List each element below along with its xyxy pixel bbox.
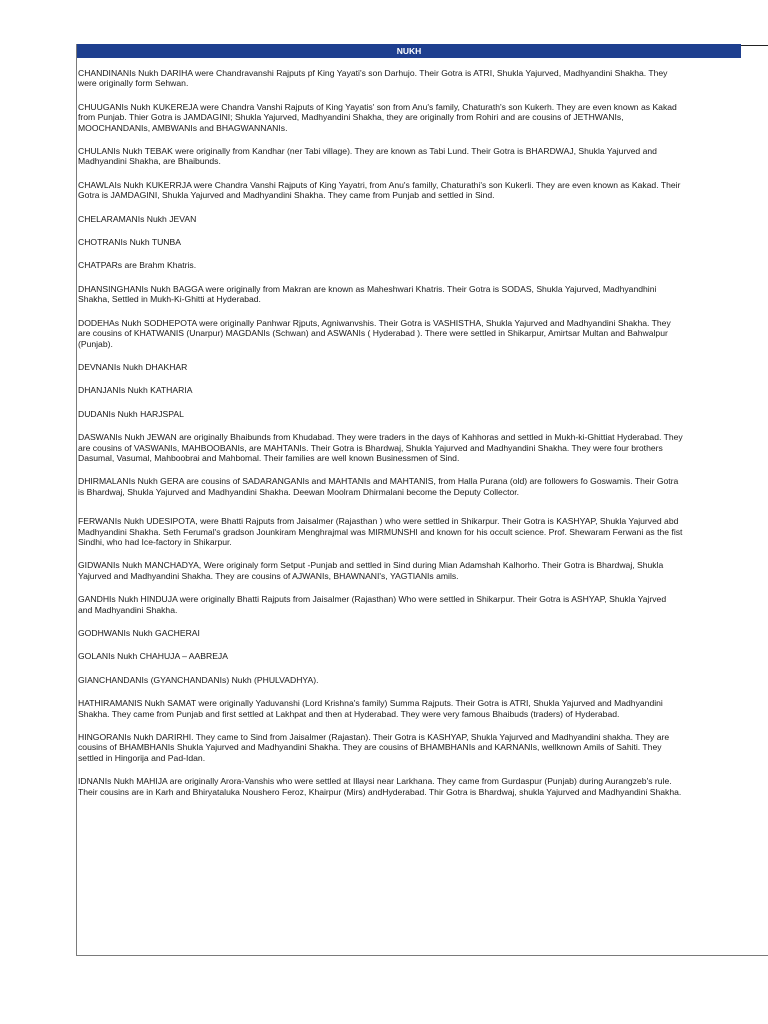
list-item: GIANCHANDANIs (GYANCHANDANIs) Nukh (PHULVADHYA). [78,674,319,685]
document-page [76,44,768,956]
list-item: GIDWANIs Nukh MANCHADYA, Were originaly form Setput -Punjab and settled in Sind during Mian Adamshah Kalhorho. Their Gotra is Bhardwaj, Shukla Yajurved and Madhyandini Shakha. They are cousins of AJWANIs, BHAWNANI's, YAGTIANIs amils. [78,560,664,581]
list-item: GODHWANIs Nukh GACHERAI [78,628,200,638]
list-item: DODEHAs Nukh SODHEPOTA were originally Panhwar Rjputs, Agniwanvshis. Their Gotra is VASHISTHA, Shukla Yajurved and Madhyandini Shakha. They are cousins of KHATWANIS (Unarpur) MAGDANIs (Schwan) and ASWANIs ( Hyderabad ). There were settled in Shikarpur, Amirtsar Multan and Bahwalpur (Punjab). [78,317,671,349]
list-item: DEVNANIs Nukh DHAKHAR [78,361,188,372]
entries-list [77,58,768,797]
list-item: FERWANIs Nukh UDESIPOTA, were Bhatti Rajputs from Jaisalmer (Rajasthan ) who were settled in Shikarpur. Their Gotra is KASHYAP, Shukla Yajurved abd Madhyandini Shakha. Seth Ferumal's gradson Jounkiram Menghrajmal was MIRMUNSHI and known for his occult science. Prof. Shewaram Ferwani as the fist Sindhi, who had Ice-factory in Shikarpur. [78,516,683,547]
list-item: HATHIRAMANIS Nukh SAMAT were originally Yaduvanshi (Lord Krishna's family) Summa Rajputs. Their Gotra is ATRI, Shukla Yajurved and Madhyandini Shakha. They came from Punjab and first settled at Lakhpat and then at Hyderabad. They were very famous Bhaibuds (traders) of Hyderabad. [78,698,663,719]
list-item: HINGORANIs Nukh DARIRHI. They came to Sind from Jaisalmer (Rajastan). Their Gotra is KASHYAP, Shukla Yajurved and Madhyandini shakha. They are cousins of BHAMBHANIs Shukla Yajurved and Madhyandini Shakha. They are cousins of BHAMBHANIs and KARNANIs, wellknown Amils of Sahiti. They settled in Hingorija and Pad-Idan. [78,732,670,763]
list-item: CHANDINANIs Nukh DARIHA were Chandravanshi Rajputs pf King Yayati's son Darhujo. Their Gotra is ATRI, Shukla Yajurved, Madhyandini Shakha. They were originally form Sehwan. [78,68,668,89]
list-item: DUDANIs Nukh HARJSPAL [78,408,184,419]
list-item: GANDHIs Nukh HINDUJA were originally Bhatti Rajputs from Jaisalmer (Rajasthan) Who were settled in Shikarpur. Their Gotra is ASHYAP, Shukla Yajrved and Madhyandini Shakha. [78,594,667,615]
list-item: CHULANIs Nukh TEBAK were originally from Kandhar (ner Tabi village). They are known as Tabi Lund. Their Gotra is BHARDWAJ, Shukla Yajurved and Madhyandini Shakha, are Bhaibunds. [78,146,657,167]
list-item: DASWANIs Nukh JEWAN are originally Bhaibunds from Khudabad. They were traders in the days of Kahhoras and settled in Mukh-ki-Ghittiat Hyderabad. They are cousins of VASWANIs, MAHBOOBANIs, are MAHTANIs. Their Gotra is Bhardwaj, Shukla Yajurved and Madhyandini Shakha. They were four brothers Dasumal, Vasumal, Mahboobrai and Mahbomal. Their families are well known Businessmen of Sind. [78,432,683,463]
list-item: CHELARAMANIs Nukh JEVAN [78,213,197,224]
list-item: CHUUGANIs Nukh KUKEREJA were Chandra Vanshi Rajputs of King Yayatis' son from Anu's family, Chaturath's son Kukerh. They are even known as Kakad from Punjab. Thier Gotra is JAMDAGINI; Shukla Yajurved, Madhyandini Shakha, they are originally from Rohiri and are cousins of JETHWANIs, MOOCHANDANIs, AMBWANIs and BHAGWANNANIs. [78,101,677,133]
list-item: DHANSINGHANIs Nukh BAGGA were originally from Makran are known as Maheshwari Khatris. Their Gotra is SODAS, Shukla Yajurved, Madhyandhini Shakha, Settled in Mukh-Ki-Ghitti at Hyderabad. [78,283,657,305]
list-item: DHANJANIs Nukh KATHARIA [78,385,193,396]
list-item: CHOTRANIs Nukh TUNBA [78,237,181,248]
list-item: DHIRMALANIs Nukh GERA are cousins of SADARANGANIs and MAHTANIs and MAHTANIS, from Halla Purana (old) are followers fo Goswamis. Their Gotra is Bhardwaj, Shukla Yajurved and Madhyandini Shakha. Deewan Moolram Dhirmalani become the Deputy Collector. [78,476,679,497]
list-item: CHATPARs are Brahm Khatris. [78,260,197,271]
table-header: NUKH [77,44,741,58]
list-item: CHAWLAIs Nukh KUKERRJA were Chandra Vanshi Rajputs of King Yayatri, from Anu's familly, Chaturathi's son Kukerli. They are even known as Kakad. Their Gotra is JAMDAGINI, Shukla Yajurved and Madhyandini Shakha. They came from Punjab and settled in Sind. [78,179,681,201]
list-item: IDNANIs Nukh MAHIJA are originally Arora-Vanshis who were settled at Illaysi near Larkhana. They came from Gurdaspur (Punjab) during Aurangzeb's rule. Their cousins are in Karh and Bhiryataluka Noushero Feroz, Khairpur (Mirs) andHyderabad. Thir Gotra is Bhardwaj, shukla Yajurved and Madhyandini Shakha. [78,776,682,797]
list-item: GOLANIs Nukh CHAHUJA – AABREJA [78,651,228,662]
